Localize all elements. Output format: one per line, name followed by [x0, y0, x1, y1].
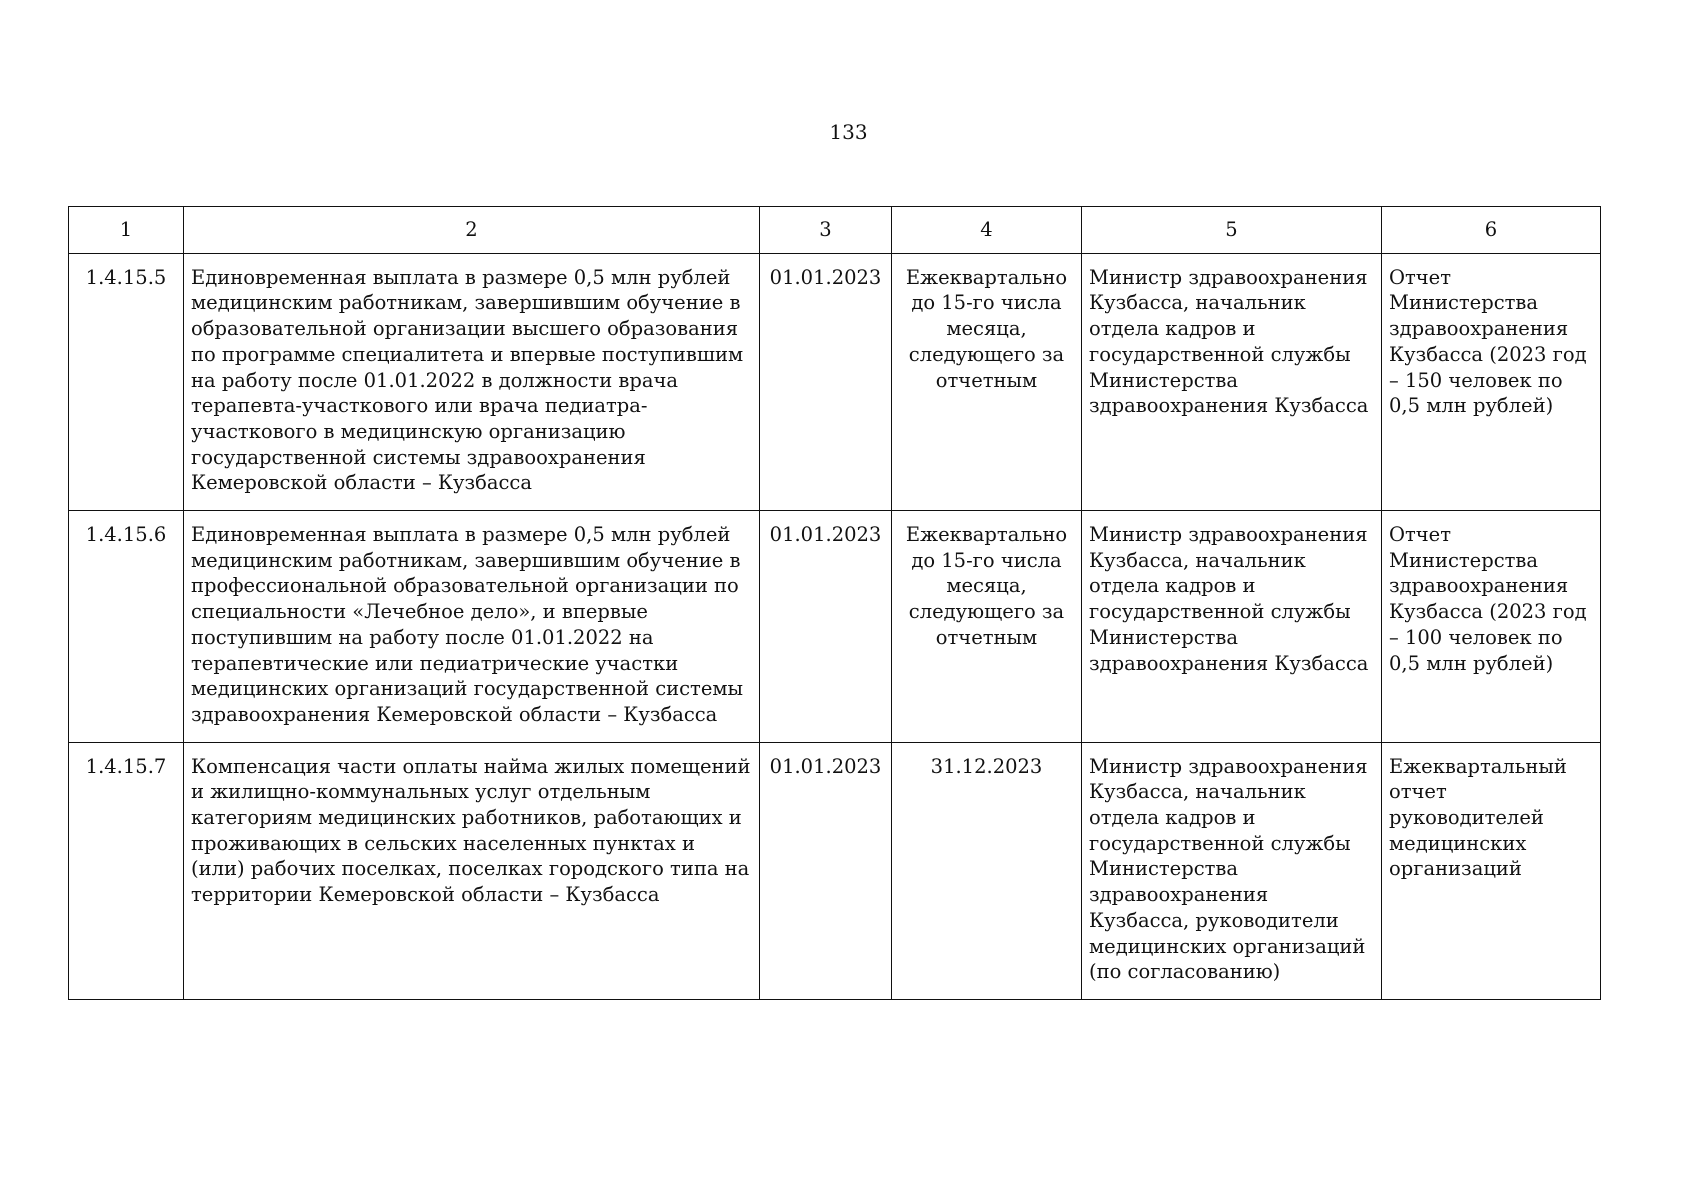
plan-table [68, 206, 1601, 1000]
table-row [69, 511, 1601, 743]
item-responsible: Министр здравоохранения Кузбасса, начальник отдела кадров и государственной службы Министерства здравоохранения Кузбасса [1082, 253, 1382, 510]
item-number: 1.4.15.6 [69, 511, 184, 743]
item-description: Единовременная выплата в размере 0,5 млн рублей медицинским работникам, завершившим обучение в образовательной организации высшего образования по программе специалитета и впервые поступившим на работу после 01.01.2022 в должности врача терапевта-участкового или врача педиатра-участкового в медицинскую организацию государственной системы здравоохранения Кемеровской области – Кузбасса [184, 253, 760, 510]
item-deadline: Ежеквартально до 15-го числа месяца, следующего за отчетным [892, 511, 1082, 743]
table-row [69, 742, 1601, 999]
header-col-5: 5 [1082, 207, 1382, 254]
item-start-date: 01.01.2023 [760, 253, 892, 510]
item-result: Отчет Министерства здравоохранения Кузбасса (2023 год – 100 человек по 0,5 млн рублей) [1382, 511, 1601, 743]
header-col-3: 3 [760, 207, 892, 254]
item-description: Компенсация части оплаты найма жилых помещений и жилищно-коммунальных услуг отдельным категориям медицинских работников, работающих и проживающих в сельских населенных пунктах и (или) рабочих поселках, поселках городского типа на территории Кемеровской области – Кузбасса [184, 742, 760, 999]
item-start-date: 01.01.2023 [760, 511, 892, 743]
header-col-6: 6 [1382, 207, 1601, 254]
table-header-row [69, 207, 1601, 254]
header-col-2: 2 [184, 207, 760, 254]
item-deadline: 31.12.2023 [892, 742, 1082, 999]
item-number: 1.4.15.7 [69, 742, 184, 999]
header-col-4: 4 [892, 207, 1082, 254]
item-responsible: Министр здравоохранения Кузбасса, начальник отдела кадров и государственной службы Министерства здравоохранения Кузбасса, руководители медицинских организаций (по согласованию) [1082, 742, 1382, 999]
item-result: Отчет Министерства здравоохранения Кузбасса (2023 год – 150 человек по 0,5 млн рублей) [1382, 253, 1601, 510]
header-col-1: 1 [69, 207, 184, 254]
item-result: Ежеквартальный отчет руководителей медицинских организаций [1382, 742, 1601, 999]
item-number: 1.4.15.5 [69, 253, 184, 510]
table-row [69, 253, 1601, 510]
item-description: Единовременная выплата в размере 0,5 млн рублей медицинским работникам, завершившим обучение в профессиональной образовательной организации по специальности «Лечебное дело», и впервые поступившим на работу после 01.01.2022 на терапевтические или педиатрические участки медицинских организаций государственной системы здравоохранения Кемеровской области – Кузбасса [184, 511, 760, 743]
item-deadline: Ежеквартально до 15-го числа месяца, следующего за отчетным [892, 253, 1082, 510]
page-number: 133 [829, 120, 868, 144]
item-start-date: 01.01.2023 [760, 742, 892, 999]
item-responsible: Министр здравоохранения Кузбасса, начальник отдела кадров и государственной службы Министерства здравоохранения Кузбасса [1082, 511, 1382, 743]
